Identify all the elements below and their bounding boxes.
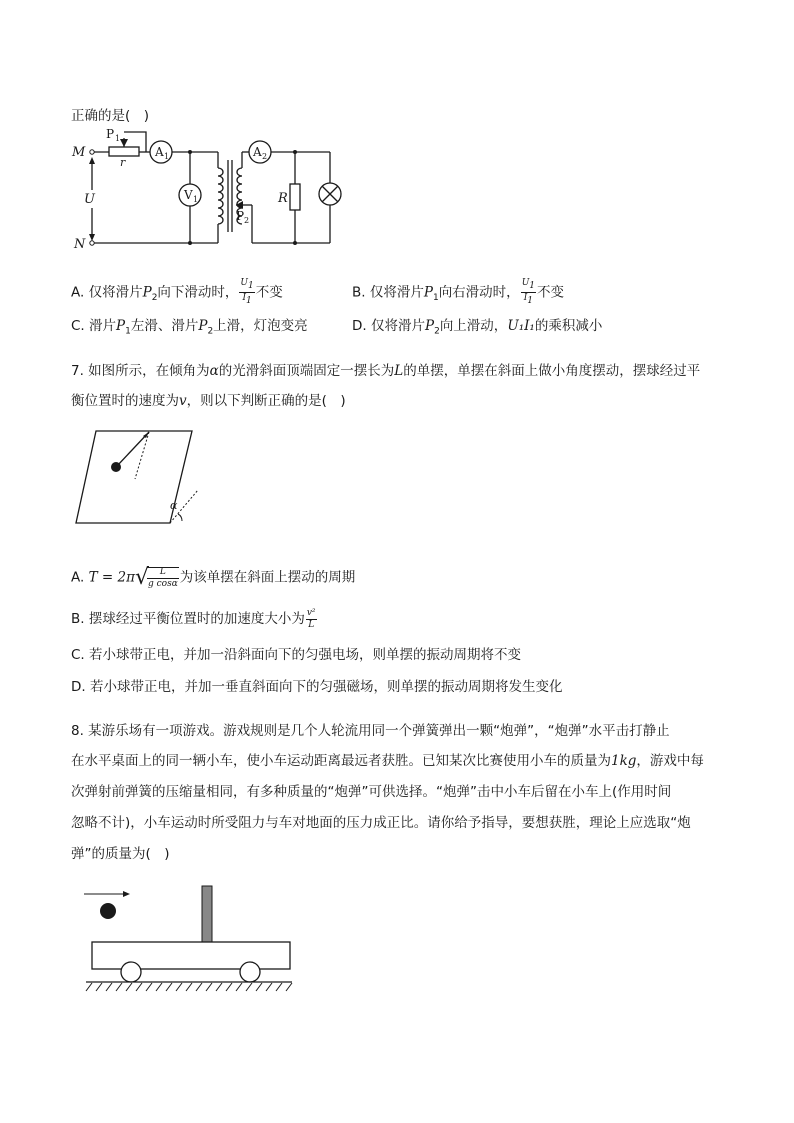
slider-p2-label: P [236, 209, 245, 223]
q6-stem: 正确的是( ) [71, 108, 150, 124]
cart-body [92, 942, 290, 969]
q8-stem-line3: 次弹射前弹簧的压缩量相同，有多种质量的“炮弹”可供选择。“炮弹”击中小车后留在小车上(作用时间 [71, 784, 672, 800]
projectile-ball [100, 903, 116, 919]
q8-stem-line4: 忽略不计)，小车运动时所受阻力与车对地面的压力成正比。请你给予指导，要想获胜，理论上应选取“炮 [71, 815, 691, 831]
fraction-u1-i1: $\frac{U_1}{I_1}$ [521, 278, 536, 306]
q6-option-a[interactable]: A. 仅将滑片$P_2$向下滑动时， $\frac{U_1}{I_1}$ 不变 [71, 278, 283, 306]
q8-stem-line1: 8. 某游乐场有一项游戏。游戏规则是几个人轮流用同一个弹簧弹出一颗“炮弹”，“炮弹”水平击打静止 [71, 723, 670, 739]
angle-alpha-label: α [170, 499, 178, 512]
q7-stem-line1: 7. 如图所示，在倾角为α的光滑斜面顶端固定一摆长为L的单摆，单摆在斜面上做小角度摆动，摆球经过平 [71, 363, 701, 379]
q7-option-b[interactable]: B. 摆球经过平衡位置时的加速度大小为 $\frac{\text{v²}}{L}$ [71, 607, 316, 630]
resistor-r-label: r [120, 156, 126, 169]
fraction-v2-l: $\frac{\text{v²}}{L}$ [306, 607, 316, 630]
sqrt-icon: √ [134, 565, 149, 590]
q6-option-b[interactable]: B. 仅将滑片$P_1$向右滑动时， $\frac{U_1}{I_1}$ 不变 [352, 278, 565, 306]
slider-p1-label: P [106, 127, 115, 141]
q7-option-a[interactable]: A. T = 2π√ $\frac{L}{\text{g cosα}}$ 为该单摆在斜面上摆动的周期 [71, 565, 356, 590]
cart-wheel [121, 962, 141, 982]
q8-stem-line5: 弹”的质量为( ) [71, 846, 170, 862]
svg-text:1: 1 [164, 152, 170, 161]
cart-wheel [240, 962, 260, 982]
ammeter-a2-label: A [253, 145, 262, 159]
q8-stem-line2: 在水平桌面上的同一辆小车，使小车运动距离最远者获胜。已知某次比赛使用小车的质量为1kg，游戏中每 [71, 753, 704, 769]
q7-option-c[interactable]: C. 若小球带正电，并加一沿斜面向下的匀强电场，则单摆的振动周期将不变 [71, 647, 522, 663]
fraction-u1-i1: $\frac{U_1}{I_1}$ [240, 278, 254, 306]
q7-option-d[interactable]: D. 若小球带正电，并加一垂直斜面向下的匀强磁场，则单摆的振动周期将发生变化 [71, 679, 563, 695]
voltmeter-v1-label: V [184, 188, 193, 202]
voltage-u-label: U [84, 192, 95, 207]
svg-text:2: 2 [262, 152, 268, 161]
q7-stem-line2: 衡位置时的速度为v，则以下判断正确的是( ) [71, 393, 346, 409]
svg-text:1: 1 [115, 134, 121, 143]
svg-text:1: 1 [193, 195, 199, 204]
resistor-big-r-label: R [278, 191, 288, 206]
q6-option-c[interactable]: C. 滑片$P_1$左滑、滑片$P_2$上滑，灯泡变亮 [71, 318, 308, 337]
svg-text:2: 2 [244, 216, 250, 225]
terminal-n-label: N [74, 237, 86, 252]
q6-option-d[interactable]: D. 仅将滑片$P_2$向上滑动，U₁I₁的乘积减小 [352, 318, 603, 337]
cart-post [202, 886, 212, 942]
ammeter-a1-label: A [155, 145, 164, 159]
terminal-m-label: M [72, 145, 86, 160]
